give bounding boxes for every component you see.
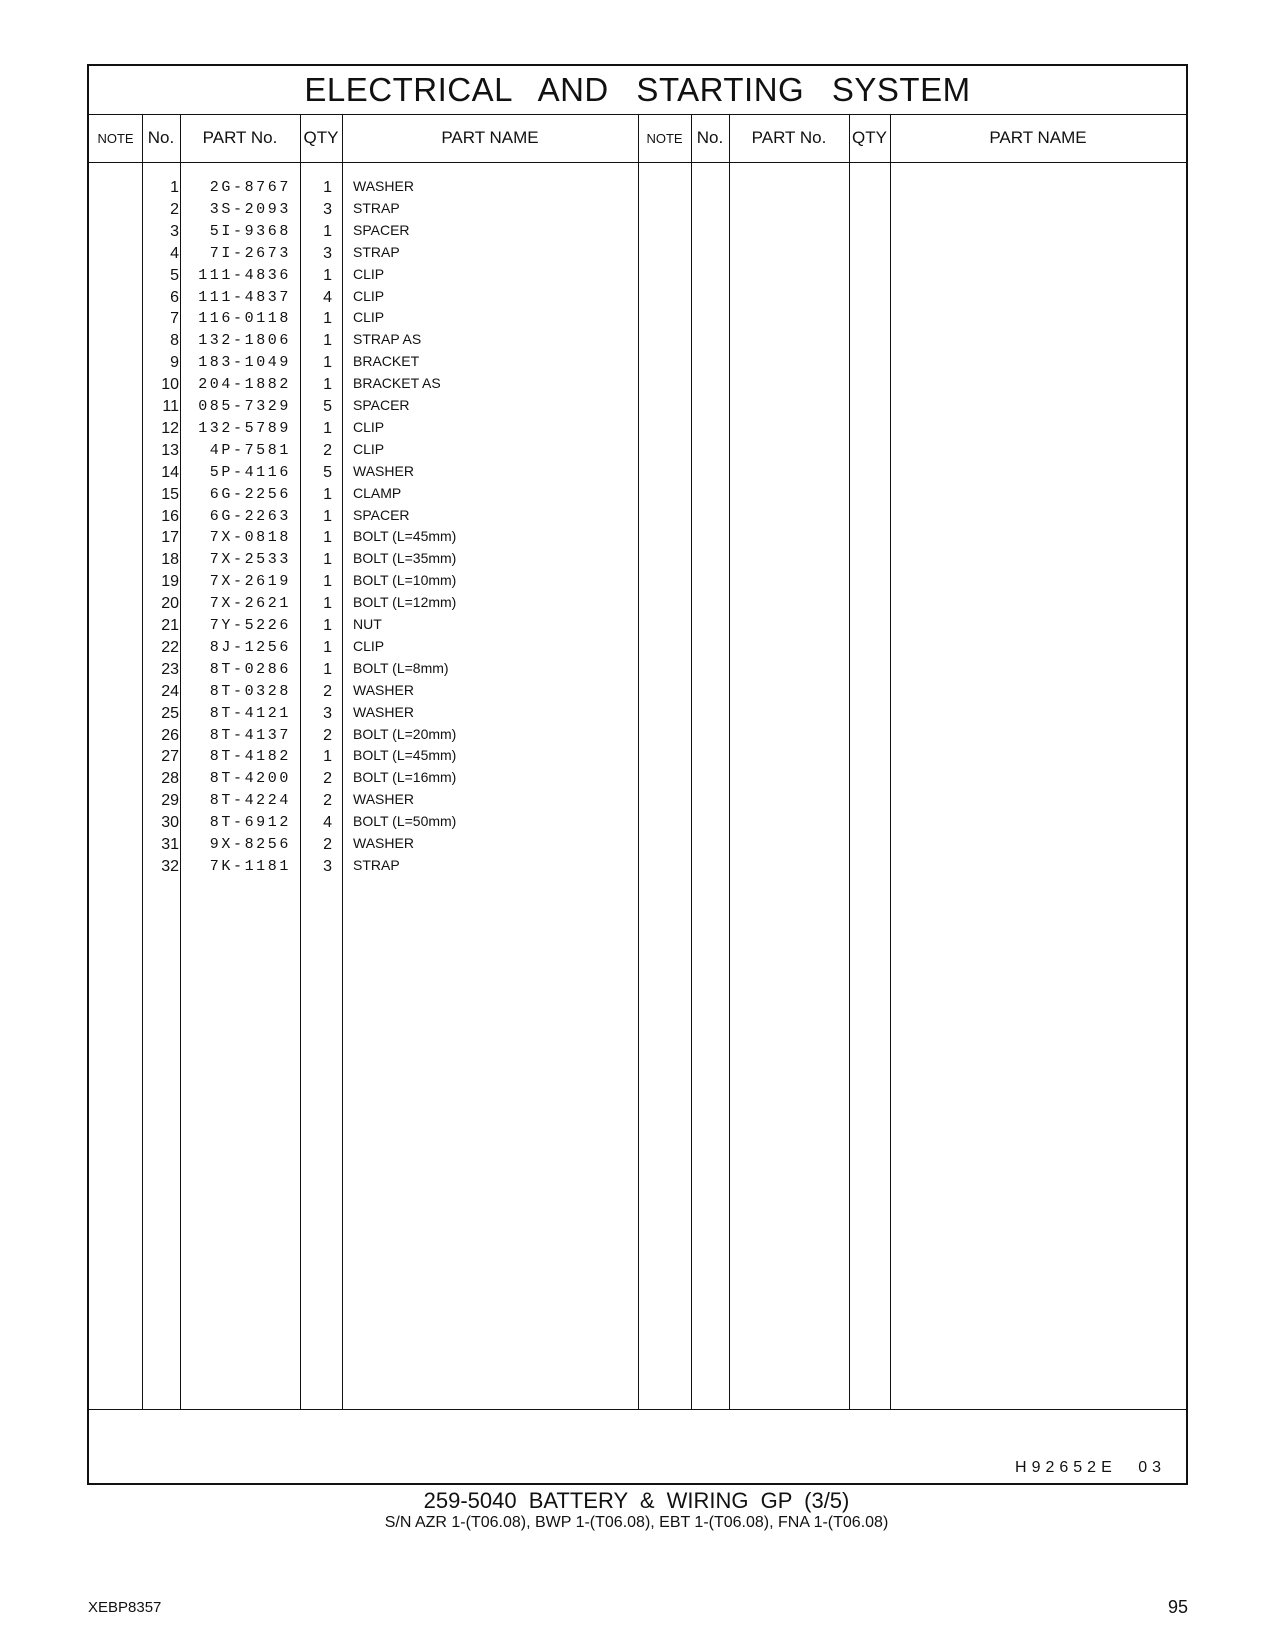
item-number: 23 xyxy=(161,660,179,678)
part-name: WASHER xyxy=(353,462,414,479)
quantity: 3 xyxy=(323,244,332,262)
part-name: WASHER xyxy=(353,791,414,808)
table-row xyxy=(89,439,689,462)
quantity: 4 xyxy=(323,814,332,832)
part-number: 7Y-5226 xyxy=(209,617,291,634)
part-number: 7X-2619 xyxy=(209,573,291,591)
page-title: ELECTRICAL AND STARTING SYSTEM xyxy=(89,66,1186,115)
quantity: 1 xyxy=(323,638,332,656)
table-row xyxy=(89,505,689,528)
part-number: 132-1806 xyxy=(198,332,291,350)
part-number: 9X-8256 xyxy=(209,836,291,853)
item-number: 31 xyxy=(161,836,179,853)
part-name: BRACKET AS xyxy=(353,375,441,392)
part-number: 8T-4121 xyxy=(209,704,291,722)
quantity: 2 xyxy=(323,441,332,459)
item-number: 24 xyxy=(161,682,179,700)
quantity: 2 xyxy=(323,682,332,700)
table-row xyxy=(89,264,689,287)
quantity: 3 xyxy=(323,857,332,875)
part-number: 116-0118 xyxy=(198,310,291,328)
part-number: 183-1049 xyxy=(198,354,291,372)
table-row xyxy=(89,220,689,243)
quantity: 5 xyxy=(323,398,332,415)
table-row xyxy=(89,373,689,396)
part-number: 8T-4137 xyxy=(209,726,291,744)
table-row xyxy=(89,789,689,812)
item-number: 18 xyxy=(161,551,179,569)
part-name: BOLT (L=10mm) xyxy=(353,572,457,589)
header-part-name-left: PART NAME xyxy=(441,128,539,147)
part-name: WASHER xyxy=(353,178,414,194)
part-number: 6G-2263 xyxy=(209,507,291,525)
column-divider xyxy=(691,114,692,1409)
table-row xyxy=(89,614,689,637)
table-row xyxy=(89,395,689,418)
quantity: 1 xyxy=(323,419,332,437)
document-id: XEBP8357 xyxy=(88,1599,162,1616)
quantity: 1 xyxy=(323,529,332,547)
quantity: 2 xyxy=(323,792,332,810)
quantity: 1 xyxy=(323,222,332,240)
part-number: 3S-2093 xyxy=(209,200,291,218)
part-name: BOLT (L=12mm) xyxy=(353,594,457,611)
table-row xyxy=(89,745,689,768)
quantity: 1 xyxy=(323,354,332,372)
item-number: 6 xyxy=(170,288,179,306)
page-number: 95 xyxy=(1167,1597,1188,1617)
item-number: 11 xyxy=(162,398,179,415)
quantity: 1 xyxy=(323,376,332,394)
item-number: 13 xyxy=(161,441,179,459)
part-number: 7I-2673 xyxy=(209,244,291,262)
header-qty-left: QTY xyxy=(303,128,339,147)
part-number: 8T-4182 xyxy=(209,748,291,766)
item-number: 5 xyxy=(170,266,179,284)
table-row xyxy=(89,724,689,747)
table-row xyxy=(89,198,689,221)
item-number: 29 xyxy=(161,792,179,810)
part-name: STRAP xyxy=(353,856,400,873)
part-name: WASHER xyxy=(353,703,414,720)
part-name: STRAP xyxy=(353,243,400,260)
table-row xyxy=(89,461,689,484)
quantity: 1 xyxy=(323,332,332,350)
part-number: 204-1882 xyxy=(198,376,291,394)
table-row xyxy=(89,242,689,265)
table-row xyxy=(89,833,689,856)
table-row xyxy=(89,329,689,352)
quantity: 1 xyxy=(323,507,332,525)
table-row xyxy=(89,176,689,199)
part-number: 8T-6912 xyxy=(209,814,291,832)
part-number: 5P-4116 xyxy=(209,463,291,481)
part-number: 7K-1181 xyxy=(209,857,291,875)
part-number: 6G-2256 xyxy=(209,485,291,503)
column-divider xyxy=(890,114,891,1409)
serial-numbers: S/N AZR 1-(T06.08), BWP 1-(T06.08), EBT 1-(T06.08), FNA 1-(T06.08) xyxy=(384,1514,889,1531)
item-number: 3 xyxy=(170,222,179,240)
table-row xyxy=(89,286,689,309)
part-name: CLAMP xyxy=(353,484,402,501)
group-title: 259-5040 BATTERY & WIRING GP (3/5) xyxy=(423,1488,850,1513)
part-name: WASHER xyxy=(353,835,414,851)
item-number: 9 xyxy=(170,354,179,372)
quantity: 1 xyxy=(323,617,332,634)
item-number: 32 xyxy=(161,857,179,875)
quantity: 1 xyxy=(323,748,332,766)
item-number: 7 xyxy=(170,310,179,328)
item-number: 20 xyxy=(161,595,179,613)
quantity: 1 xyxy=(323,573,332,591)
part-name: SPACER xyxy=(353,397,410,413)
part-number: 111-4836 xyxy=(198,266,291,284)
quantity: 1 xyxy=(323,595,332,613)
item-number: 16 xyxy=(161,507,179,525)
item-number: 19 xyxy=(161,573,179,591)
drawing-code: H92652E 03 xyxy=(1015,1459,1166,1476)
item-number: 10 xyxy=(161,376,179,394)
table-row xyxy=(89,702,689,725)
item-number: 14 xyxy=(161,463,179,481)
quantity: 3 xyxy=(323,704,332,722)
item-number: 4 xyxy=(170,244,179,262)
part-name: NUT xyxy=(353,616,382,632)
item-number: 25 xyxy=(161,704,179,722)
part-name: CLIP xyxy=(353,637,385,654)
part-name: WASHER xyxy=(353,681,414,698)
header-part-no-right: PART No. xyxy=(751,128,827,147)
table-row xyxy=(89,526,689,549)
table-row xyxy=(89,548,689,571)
table-row xyxy=(89,570,689,593)
part-number: 8J-1256 xyxy=(209,638,291,656)
parts-table xyxy=(87,64,1188,1485)
part-name: BOLT (L=50mm) xyxy=(353,813,457,830)
quantity: 1 xyxy=(323,551,332,569)
item-number: 17 xyxy=(161,529,179,547)
table-row xyxy=(89,417,689,440)
table-row xyxy=(89,307,689,330)
item-number: 21 xyxy=(161,617,179,634)
part-name: STRAP AS xyxy=(353,331,422,348)
quantity: 2 xyxy=(323,836,332,853)
item-number: 15 xyxy=(161,485,179,503)
item-number: 1 xyxy=(170,179,179,196)
part-number: 7X-2621 xyxy=(209,595,291,613)
item-number: 12 xyxy=(161,419,179,437)
quantity: 2 xyxy=(323,770,332,788)
item-number: 26 xyxy=(161,726,179,744)
part-number: 8T-4224 xyxy=(209,792,291,810)
part-name: SPACER xyxy=(353,221,410,238)
item-number: 27 xyxy=(161,748,179,766)
part-number: 111-4837 xyxy=(198,288,291,306)
quantity: 5 xyxy=(323,463,332,481)
header-part-no-left: PART No. xyxy=(202,128,278,147)
part-number: 8T-0328 xyxy=(209,682,291,700)
header-qty-right: QTY xyxy=(852,128,887,147)
part-name: CLIP xyxy=(353,287,385,304)
item-number: 30 xyxy=(161,814,179,832)
part-name: SPACER xyxy=(353,506,410,523)
part-number: 7X-2533 xyxy=(209,551,291,569)
part-number: 8T-0286 xyxy=(209,660,291,678)
quantity: 3 xyxy=(323,200,332,218)
part-name: BOLT (L=45mm) xyxy=(353,747,457,764)
part-number: 085-7329 xyxy=(198,398,291,415)
table-row xyxy=(89,658,689,681)
item-number: 22 xyxy=(161,638,179,656)
quantity: 1 xyxy=(323,179,332,196)
table-row xyxy=(89,680,689,703)
part-name: BOLT (L=16mm) xyxy=(353,769,457,786)
table-row xyxy=(89,483,689,506)
part-number: 7X-0818 xyxy=(209,529,291,547)
part-name: CLIP xyxy=(353,309,385,326)
table-row xyxy=(89,636,689,659)
part-name: CLIP xyxy=(353,440,385,457)
item-number: 8 xyxy=(170,332,179,350)
item-number: 28 xyxy=(161,770,179,788)
column-divider xyxy=(729,114,730,1409)
quantity: 1 xyxy=(323,266,332,284)
quantity: 1 xyxy=(323,310,332,328)
column-divider xyxy=(849,114,850,1409)
item-number: 2 xyxy=(170,200,179,218)
part-number: 2G-8767 xyxy=(209,179,291,196)
header-note-right: NOTE xyxy=(646,130,683,146)
quantity: 2 xyxy=(323,726,332,744)
header-no-left: No. xyxy=(147,128,175,147)
part-number: 132-5789 xyxy=(198,419,291,437)
part-name: BOLT (L=45mm) xyxy=(353,528,457,545)
part-name: CLIP xyxy=(353,418,385,435)
part-name: CLIP xyxy=(353,265,385,282)
header-no-right: No. xyxy=(696,128,724,147)
table-row xyxy=(89,592,689,615)
table-footer-divider xyxy=(89,1409,1186,1410)
part-number: 4P-7581 xyxy=(209,441,291,459)
part-name: BOLT (L=35mm) xyxy=(353,550,457,567)
part-name: BRACKET xyxy=(353,353,420,370)
table-row xyxy=(89,811,689,834)
table-row xyxy=(89,855,689,878)
part-name: BOLT (L=8mm) xyxy=(353,659,449,676)
quantity: 1 xyxy=(323,485,332,503)
part-name: BOLT (L=20mm) xyxy=(353,725,457,742)
table-row xyxy=(89,351,689,374)
part-number: 5I-9368 xyxy=(209,222,291,240)
quantity: 4 xyxy=(323,288,332,306)
part-name: STRAP xyxy=(353,199,400,216)
header-part-name-right: PART NAME xyxy=(989,128,1087,147)
quantity: 1 xyxy=(323,660,332,678)
header-note-left: NOTE xyxy=(97,130,134,146)
table-row xyxy=(89,767,689,790)
part-number: 8T-4200 xyxy=(209,770,291,788)
